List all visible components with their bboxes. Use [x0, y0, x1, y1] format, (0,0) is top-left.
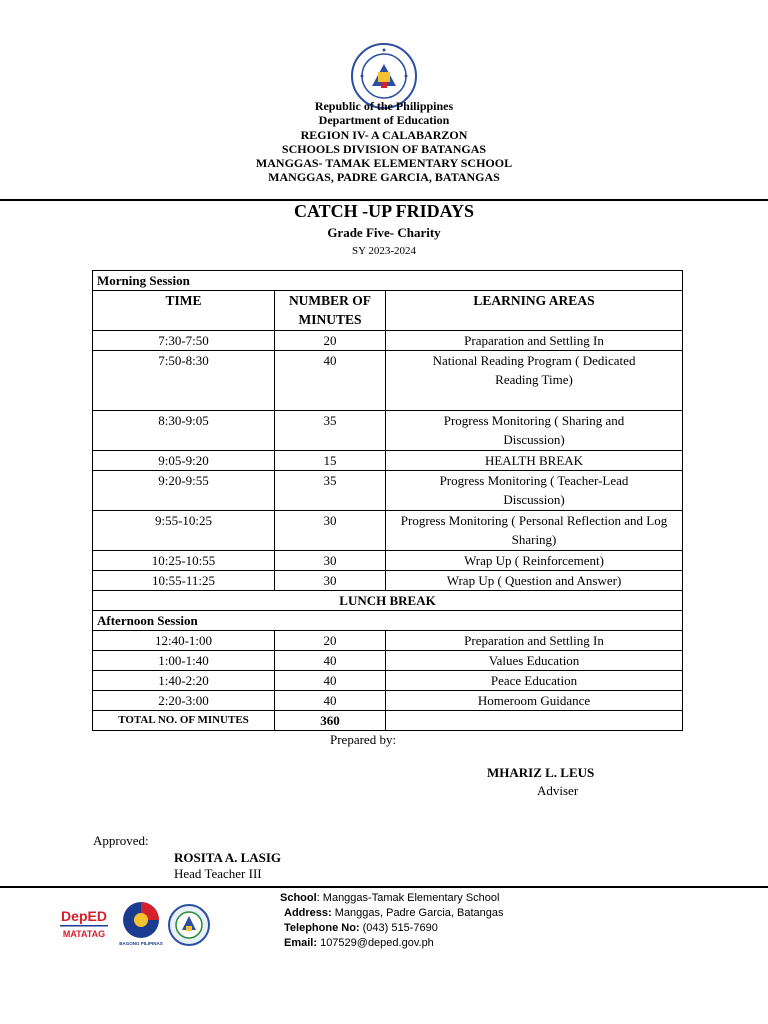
- column-header-time: TIME: [93, 291, 275, 331]
- time-cell: 7:50-8:30: [93, 351, 275, 411]
- table-row: [93, 411, 683, 451]
- time-cell: 9:20-9:55: [93, 471, 275, 511]
- approver-name: ROSITA A. LASIG: [174, 850, 282, 865]
- time-cell: 10:25-10:55: [93, 551, 275, 571]
- minutes-cell: 30: [275, 571, 386, 591]
- time-cell: 12:40-1:00: [93, 631, 275, 651]
- table-row: [93, 471, 683, 511]
- address-value: Manggas, Padre Garcia, Batangas: [331, 907, 504, 919]
- time-cell: 10:55-11:25: [93, 571, 275, 591]
- time-cell: 9:55-10:25: [93, 511, 275, 551]
- school-seal-logo: [168, 904, 210, 946]
- bagong-pilipinas-logo: [118, 900, 164, 948]
- preparer-role: Adviser: [537, 783, 579, 798]
- deped-logo-text: DepED: [61, 908, 107, 924]
- approver-role: Head Teacher III: [174, 866, 262, 881]
- telephone-value: (043) 515-7690: [359, 922, 438, 934]
- address-label: Address:: [284, 907, 332, 919]
- table-row: [93, 271, 683, 291]
- table-row: [93, 591, 683, 611]
- learning-area-cell: Progress Monitoring ( Sharing and Discussion): [386, 411, 683, 451]
- school-contact-info: [280, 891, 504, 951]
- school-label: School: [280, 892, 317, 904]
- learning-area-cell: National Reading Program ( Dedicated Reading Time): [386, 351, 683, 411]
- footer-divider: [0, 886, 768, 888]
- learning-area-cell: Preparation and Settling In: [386, 631, 683, 651]
- telephone-label: Telephone No:: [284, 922, 360, 934]
- learning-area-cell: Praparation and Settling In: [386, 331, 683, 351]
- column-header-learning-areas: LEARNING AREAS: [386, 291, 683, 331]
- learning-area-cell: Wrap Up ( Question and Answer): [386, 571, 683, 591]
- afternoon-session-label: Afternoon Session: [93, 611, 683, 631]
- letterhead: [0, 99, 768, 185]
- table-header-row: [93, 291, 683, 331]
- table-row: [93, 651, 683, 671]
- school-line: [280, 891, 504, 906]
- telephone-line: [280, 921, 504, 936]
- email-value[interactable]: 107529@deped.gov.ph: [317, 937, 434, 949]
- time-cell: 2:20-3:00: [93, 691, 275, 711]
- header-line: SCHOOLS DIVISION OF BATANGAS: [281, 141, 487, 156]
- time-cell: 7:30-7:50: [93, 331, 275, 351]
- school-year: SY 2023-2024: [351, 245, 417, 257]
- table-row: [93, 671, 683, 691]
- school-value: : Manggas-Tamak Elementary School: [316, 892, 500, 904]
- address-line: [280, 906, 504, 921]
- header-line: REGION IV- A CALABARZON: [300, 127, 468, 142]
- minutes-cell: 30: [275, 511, 386, 551]
- minutes-cell: 40: [275, 691, 386, 711]
- schedule-table: [92, 270, 683, 731]
- approved-label: Approved:: [93, 833, 149, 848]
- header-line: Department of Education: [318, 113, 450, 128]
- minutes-cell: 40: [275, 671, 386, 691]
- total-minutes-value: 360: [275, 711, 386, 731]
- empty-cell: [386, 711, 683, 731]
- learning-area-cell: Peace Education: [386, 671, 683, 691]
- table-row: [93, 551, 683, 571]
- prepared-by-label: Prepared by:: [330, 732, 397, 747]
- header-line: Republic of the Philippines: [314, 99, 454, 113]
- morning-session-label: Morning Session: [93, 271, 683, 291]
- learning-area-cell: Progress Monitoring ( Teacher-Lead Discussion): [386, 471, 683, 511]
- learning-area-cell: Wrap Up ( Reinforcement): [386, 551, 683, 571]
- minutes-cell: 40: [275, 351, 386, 411]
- learning-area-cell: Homeroom Guidance: [386, 691, 683, 711]
- minutes-cell: 35: [275, 471, 386, 511]
- table-total-row: [93, 711, 683, 731]
- table-row: [93, 511, 683, 551]
- minutes-cell: 20: [275, 331, 386, 351]
- header-line: MANGGAS- TAMAK ELEMENTARY SCHOOL: [255, 156, 513, 171]
- document-subtitle: Grade Five- Charity: [327, 225, 441, 240]
- email-label: Email:: [284, 937, 318, 949]
- time-cell: 8:30-9:05: [93, 411, 275, 451]
- learning-area-cell: HEALTH BREAK: [386, 451, 683, 471]
- time-cell: 1:00-1:40: [93, 651, 275, 671]
- table-row: [93, 331, 683, 351]
- minutes-cell: 20: [275, 631, 386, 651]
- time-cell: 1:40-2:20: [93, 671, 275, 691]
- matatag-logo-text: MATATAG: [62, 929, 106, 939]
- minutes-cell: 15: [275, 451, 386, 471]
- table-row: [93, 611, 683, 631]
- minutes-cell: 30: [275, 551, 386, 571]
- table-row: [93, 691, 683, 711]
- time-cell: 9:05-9:20: [93, 451, 275, 471]
- email-line: [280, 936, 504, 951]
- document-title: CATCH -UP FRIDAYS: [293, 201, 475, 221]
- header-line: MANGGAS, PADRE GARCIA, BATANGAS: [268, 170, 500, 185]
- column-header-minutes: NUMBER OF MINUTES: [275, 291, 386, 331]
- learning-area-cell: Progress Monitoring ( Personal Reflection and Log Sharing): [386, 511, 683, 551]
- table-row: [93, 631, 683, 651]
- learning-area-cell: Values Education: [386, 651, 683, 671]
- preparer-name: MHARIZ L. LEUS: [487, 765, 595, 780]
- table-row: [93, 451, 683, 471]
- minutes-cell: 40: [275, 651, 386, 671]
- lunch-break-label: LUNCH BREAK: [93, 591, 683, 611]
- table-row: [93, 351, 683, 411]
- minutes-cell: 35: [275, 411, 386, 451]
- total-minutes-label: TOTAL NO. OF MINUTES: [93, 711, 275, 731]
- bagong-pilipinas-text: BAGONG PILIPINAS: [119, 941, 163, 946]
- deped-matatag-logo: [56, 904, 112, 944]
- table-row: [93, 571, 683, 591]
